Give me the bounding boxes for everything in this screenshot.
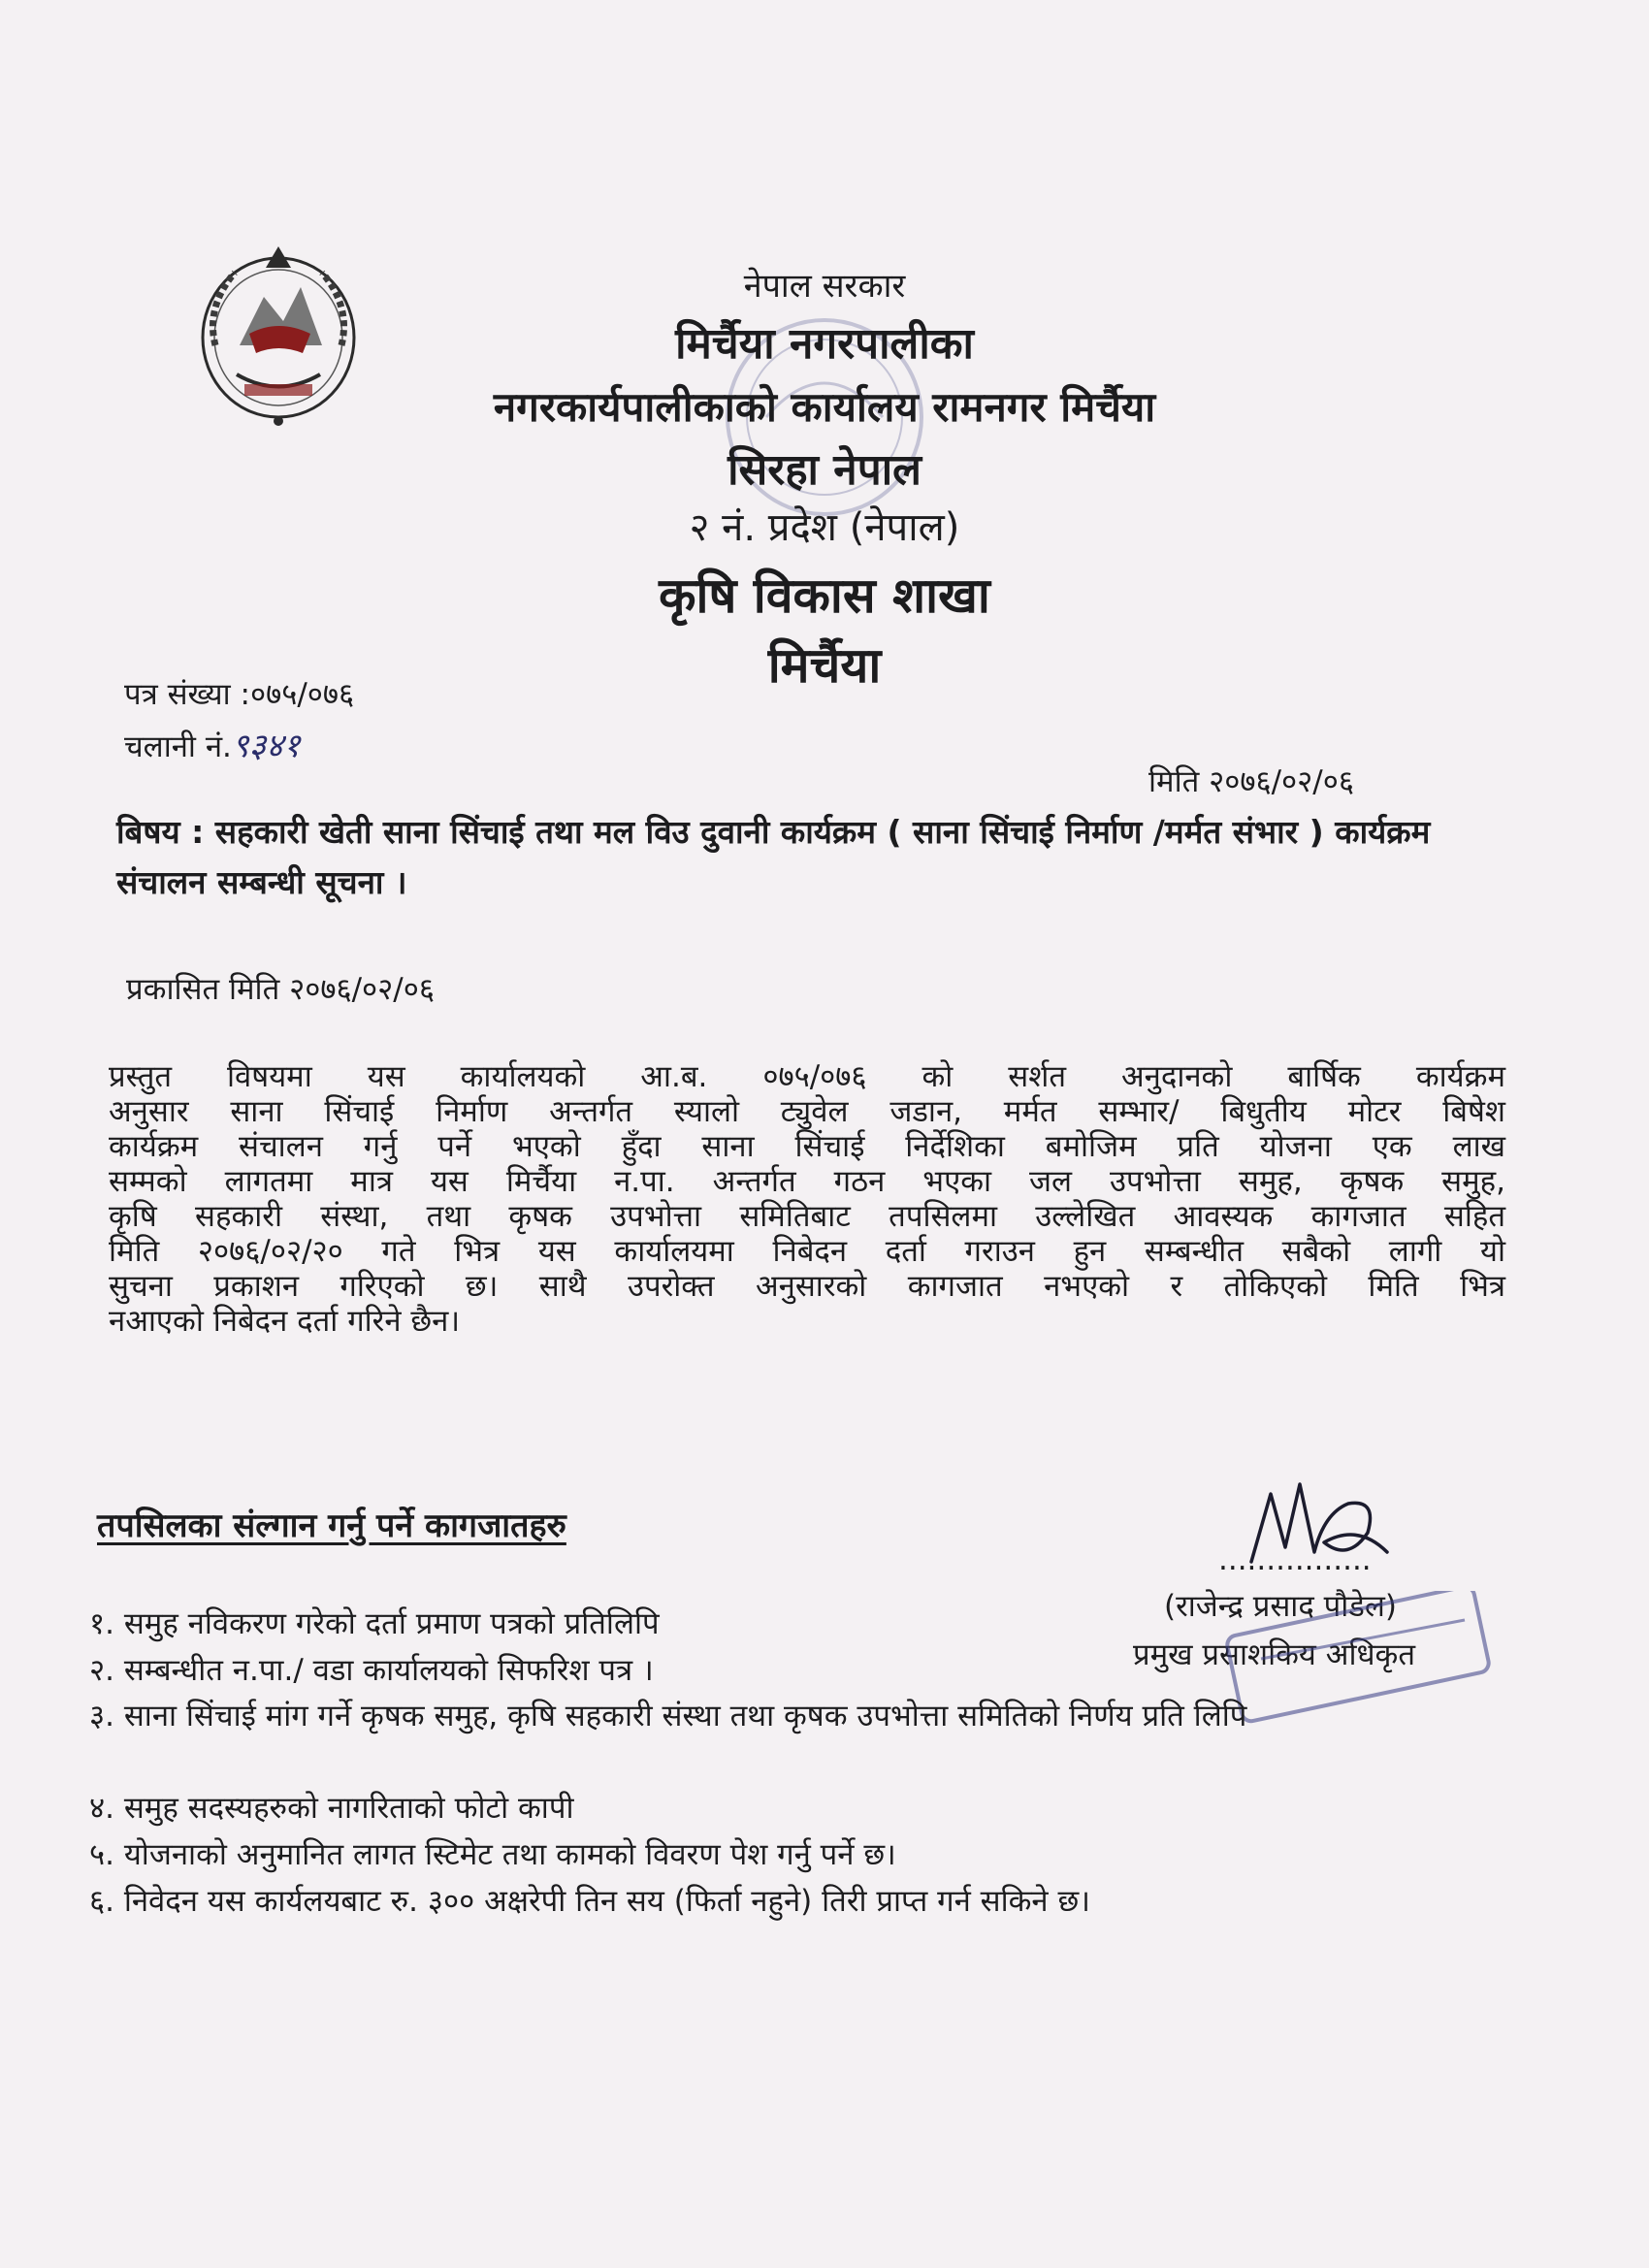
header-municipality: मिर्चैया नगरपालीका [675, 319, 974, 369]
signature-dots: ................ [1218, 1542, 1372, 1577]
attachment-item: ६. निवेदन यस कार्यलयबाट रु. ३०० अक्षरेपी तिन सय (फिर्ता नहुने) तिरी प्राप्त गर्न सकिने छ। [89, 1884, 1090, 1919]
signatory-title: प्रमुख प्रसाशकिय अधिकृत [1133, 1637, 1416, 1672]
attachments-heading: तपसिलका संल्गान गर्नु पर्ने कागजातहरु [97, 1507, 566, 1545]
body-line: प्रस्तुत विषयमा यस कार्यालयको आ.ब. ०७५/०७६ को सर्शत अनुदानको बार्षिक कार्यक्रम [109, 1059, 1505, 1094]
dispatch-number [124, 722, 301, 766]
body-line: नआएको निबेदन दर्ता गरिने छैन। [109, 1304, 461, 1339]
header-location: मिर्चैया [767, 637, 882, 694]
body-line: मिति २०७६/०२/२० गते भित्र यस कार्यालयमा निबेदन दर्ता गराउन हुन सम्बन्धीत सबैको लागी यो [109, 1234, 1505, 1269]
dispatch-handwritten-number: ९३४१ [231, 727, 301, 765]
header-province: २ नं. प्रदेश (नेपाल) [689, 505, 960, 550]
attachment-item: ४. समुह सदस्यहरुको नागरिताको फोटो कापी [89, 1791, 574, 1826]
letter-number: पत्र संख्या :०७५/०७६ [124, 677, 355, 712]
header-branch: कृषि विकास शाखा [659, 567, 990, 624]
header-office: नगरकार्यपालीकाको कार्यालय रामनगर मिर्चैया [493, 383, 1156, 431]
attachment-item: १. समुह नविकरण गरेको दर्ता प्रमाण पत्रको प्रतिलिपि [89, 1606, 660, 1641]
letter-date: मिति २०७६/०२/०६ [1148, 764, 1354, 799]
attachment-item: ५. योजनाको अनुमानित लागत स्टिमेट तथा कामको विवरण पेश गर्नु पर्ने छ। [89, 1837, 896, 1872]
header-government: नेपाल सरकार [743, 267, 906, 306]
body-line: सुचना प्रकाशन गरिएको छ। साथै उपरोक्त अनुसारको कागजात नभएको र तोकिएको मिति भित्र [109, 1269, 1505, 1304]
body-line: अनुसार साना सिंचाई निर्माण अन्तर्गत स्यालो ट्युवेल जडान, मर्मत सम्भार/ बिधुतीय मोटर बिषेश [109, 1094, 1505, 1129]
published-date: प्रकासित मिति २०७६/०२/०६ [126, 972, 435, 1007]
attachment-item: ३. साना सिंचाई मांग गर्ने कृषक समुह, कृषि सहकारी संस्था तथा कृषक उपभोत्ता समितिको निर्णय प्रति लिपि [89, 1699, 1247, 1733]
attachment-item: २. सम्बन्धीत न.पा./ वडा कार्यालयको सिफरिश पत्र । [89, 1653, 654, 1688]
notice-body [109, 1059, 1505, 1339]
subject-line: बिषय : सहकारी खेती साना सिंचाई तथा मल विउ दुवानी कार्यक्रम ( साना सिंचाई निर्माण /मर्मत संभार ) कार्यक्रम संचालन सम्बन्धी सूचना । [116, 813, 1431, 901]
header-district: सिरहा नेपाल [728, 445, 922, 495]
body-line: सम्मको लागतमा मात्र यस मिर्चैया न.पा. अन्तर्गत गठन भएका जल उपभोत्ता समुह, कृषक समुह, [109, 1164, 1505, 1199]
signatory-name: (राजेन्द्र प्रसाद पौडेल) [1164, 1589, 1397, 1624]
dispatch-label: चलानी नं. [124, 729, 232, 764]
body-line: कार्यक्रम संचालन गर्नु पर्ने भएको हुँदा साना सिंचाई निर्देशिका बमोजिम प्रति योजना एक लाख [109, 1129, 1505, 1164]
attachments-list [89, 1603, 1486, 1971]
body-line: कृषि सहकारी संस्था, तथा कृषक उपभोत्ता समितिबाट तपसिलमा उल्लेखित आवस्यक कागजात सहित [109, 1199, 1505, 1234]
